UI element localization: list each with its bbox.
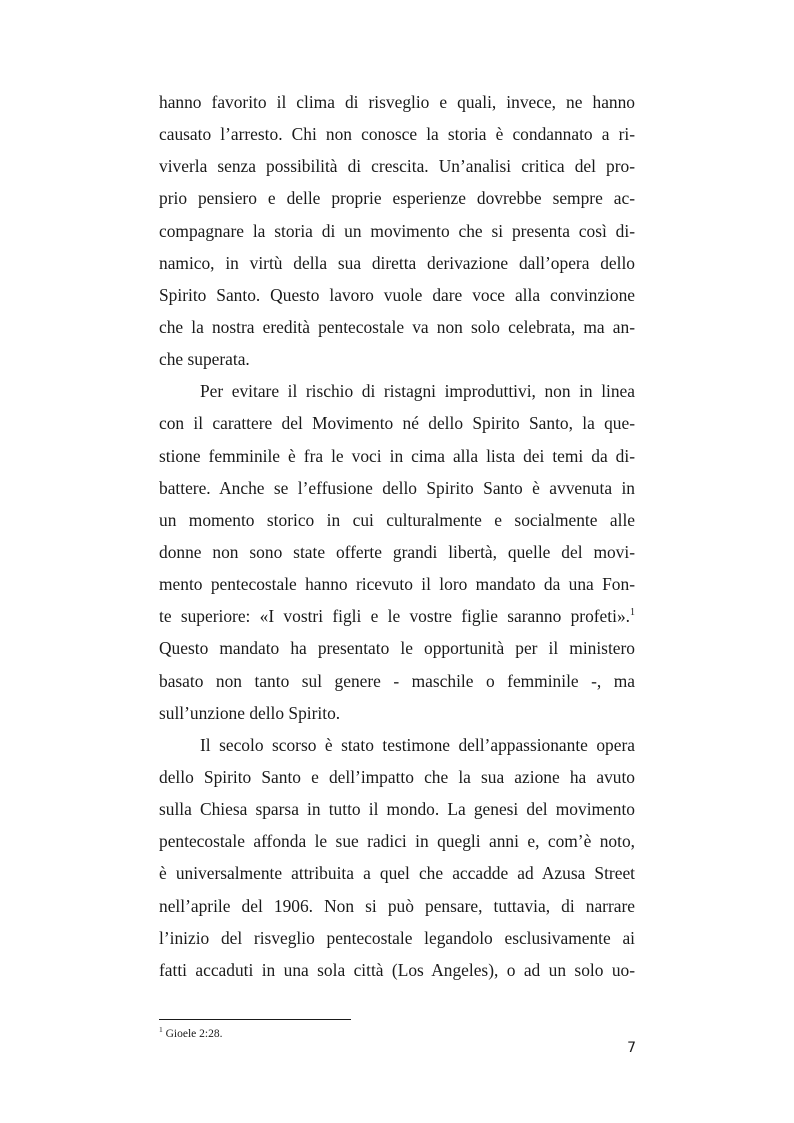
text-line: causato l’arresto. Chi non conosce la storia è condannato a ri- <box>159 124 635 145</box>
footnote <box>159 1026 222 1042</box>
body-text <box>159 86 635 986</box>
text-line: Spirito Santo. Questo lavoro vuole dare voce alla convinzione <box>159 284 635 305</box>
footnote-reference: 1 <box>630 607 635 619</box>
footnote-marker: 1 <box>159 1025 163 1035</box>
text-line: sull’unzione dello Spirito. <box>159 702 341 723</box>
text-line: dello Spirito Santo e dell’impatto che la sua azione ha avuto <box>159 766 635 787</box>
footnote-text: Gioele 2:28. <box>162 1028 223 1040</box>
text-line: nell’aprile del 1906. Non si può pensare, tuttavia, di narrare <box>159 895 635 916</box>
text-line: che la nostra eredità pentecostale va non solo celebrata, ma an- <box>159 316 635 337</box>
text-line: Questo mandato ha presentato le opportunità per il ministero <box>159 638 635 659</box>
text-line: un momento storico in cui culturalmente e socialmente alle <box>159 509 635 530</box>
text-line: sulla Chiesa sparsa in tutto il mondo. La genesi del movimento <box>159 799 635 820</box>
text-line: fatti accaduti in una sola città (Los Angeles), o ad un solo uo- <box>159 959 635 980</box>
text-line: namico, in virtù della sua diretta derivazione dall’opera dello <box>159 252 635 273</box>
text-line-content: te superiore: «I vostri figli e le vostre figlie saranno profeti». <box>159 606 630 627</box>
text-line: viverla senza possibilità di crescita. Un’analisi critica del pro- <box>159 156 635 177</box>
text-line: Il secolo scorso è stato testimone dell’appassionante opera <box>200 734 635 755</box>
text-line: l’inizio del risveglio pentecostale legandolo esclusivamente ai <box>159 927 635 948</box>
text-line: Per evitare il rischio di ristagni improduttivi, non in linea <box>200 381 635 402</box>
text-line: prio pensiero e delle proprie esperienze dovrebbe sempre ac- <box>159 188 635 209</box>
text-line: basato non tanto sul genere - maschile o femminile -, ma <box>159 670 635 691</box>
text-line: pentecostale affonda le sue radici in quegli anni e, com’è noto, <box>159 831 635 852</box>
text-line: con il carattere del Movimento né dello Spirito Santo, la que- <box>159 413 635 434</box>
text-line: hanno favorito il clima di risveglio e quali, invece, ne hanno <box>159 92 635 112</box>
text-line: stione femminile è fra le voci in cima alla lista dei temi da di- <box>159 445 635 466</box>
text-line: che superata. <box>159 349 250 370</box>
text-line-with-footnote <box>159 600 635 632</box>
text-line: compagnare la storia di un movimento che si presenta così di- <box>159 220 635 241</box>
page-number: 7 <box>627 1040 636 1056</box>
footnote-divider <box>159 1019 351 1020</box>
text-line: è universalmente attribuita a quel che accadde ad Azusa Street <box>159 863 635 884</box>
text-line: battere. Anche se l’effusione dello Spirito Santo è avvenuta in <box>159 477 635 498</box>
text-line: mento pentecostale hanno ricevuto il loro mandato da una Fon- <box>159 574 635 595</box>
text-line: donne non sono state offerte grandi libertà, quelle del movi- <box>159 541 635 562</box>
